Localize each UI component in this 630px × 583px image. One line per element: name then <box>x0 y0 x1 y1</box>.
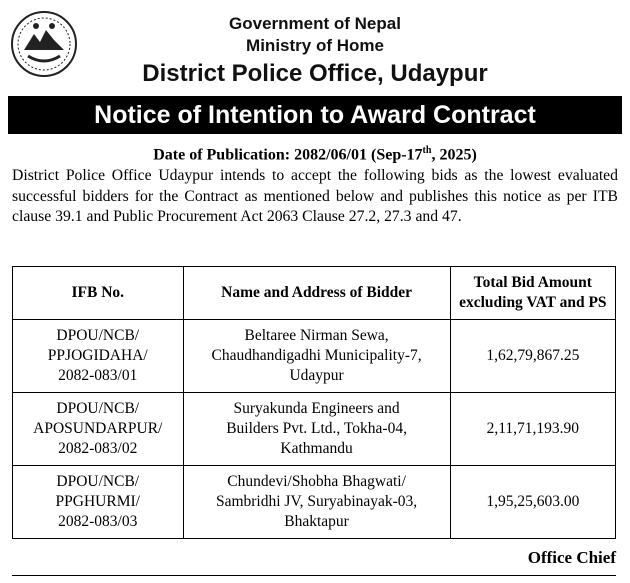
publication-date-suffix: , 2025) <box>431 146 477 164</box>
ifb-cell <box>13 393 184 466</box>
office-title: District Police Office, Udaypur <box>142 60 488 87</box>
amount-cell: 2,11,71,193.90 <box>450 393 615 466</box>
table-row <box>13 466 616 539</box>
ifb-line: DPOU/NCB/ <box>56 473 140 490</box>
ifb-line: 2082-083/02 <box>58 440 138 457</box>
bidder-line: Builders Pvt. Ltd., Tokha-04, <box>226 420 407 437</box>
table-row <box>13 320 616 393</box>
ifb-line: PPJOGIDAHA/ <box>47 347 148 364</box>
ifb-line: 2082-083/01 <box>58 367 138 384</box>
ifb-cell <box>13 466 184 539</box>
ifb-line: APOSUNDARPUR/ <box>33 420 163 437</box>
bidder-cell <box>183 320 450 393</box>
header-ifb: IFB No. <box>13 267 184 320</box>
bidder-cell <box>183 393 450 466</box>
bidder-line: Chaudhandigadhi Municipality-7, <box>211 347 422 364</box>
ifb-line: DPOU/NCB/ <box>56 327 140 344</box>
ministry-line: Ministry of Home <box>246 36 384 55</box>
bidder-line: Bhaktapur <box>284 513 349 530</box>
notice-paragraph: District Police Office Udaypur intends to accept the following bids as the lowest evaluated successful bidders for the Contract as mentioned below and publishes this notice as per ITB clause 39.1 and Public Procurement Act 2063 Clause 27.2, 27.3 and 47. <box>12 167 618 226</box>
table-row <box>13 393 616 466</box>
bidder-line: Chundevi/Shobha Bhagwati/ <box>227 473 406 490</box>
bidder-line: Udaypur <box>289 367 344 384</box>
notice-banner: Notice of Intention to Award Contract <box>8 96 622 134</box>
bidder-line: Kathmandu <box>280 440 353 457</box>
header-amount <box>450 267 615 320</box>
signature-office-chief: Office Chief <box>527 548 616 567</box>
publication-date-sup: th <box>422 145 432 156</box>
amount-cell: 1,62,79,867.25 <box>450 320 615 393</box>
ifb-line: PPGHURMI/ <box>55 493 140 510</box>
amount-cell: 1,95,25,603.00 <box>450 466 615 539</box>
award-table <box>12 266 616 539</box>
header-amount-line1: Total Bid Amount <box>473 274 592 291</box>
bidder-line: Beltaree Nirman Sewa, <box>244 327 389 344</box>
header-bidder: Name and Address of Bidder <box>183 267 450 320</box>
bidder-line: Suryakunda Engineers and <box>233 400 400 417</box>
header-amount-line2: excluding VAT and PS <box>459 294 607 311</box>
ifb-line: DPOU/NCB/ <box>56 400 140 417</box>
ifb-line: 2082-083/03 <box>58 513 138 530</box>
ifb-cell <box>13 320 184 393</box>
bottom-divider <box>12 575 616 576</box>
table-header-row <box>13 267 616 320</box>
bidder-line: Sambridhi JV, Suryabinayak-03, <box>215 493 418 510</box>
government-line: Government of Nepal <box>229 14 401 33</box>
bidder-cell <box>183 466 450 539</box>
publication-date-prefix: Date of Publication: 2082/06/01 (Sep-17 <box>153 146 423 164</box>
publication-date <box>0 145 630 164</box>
